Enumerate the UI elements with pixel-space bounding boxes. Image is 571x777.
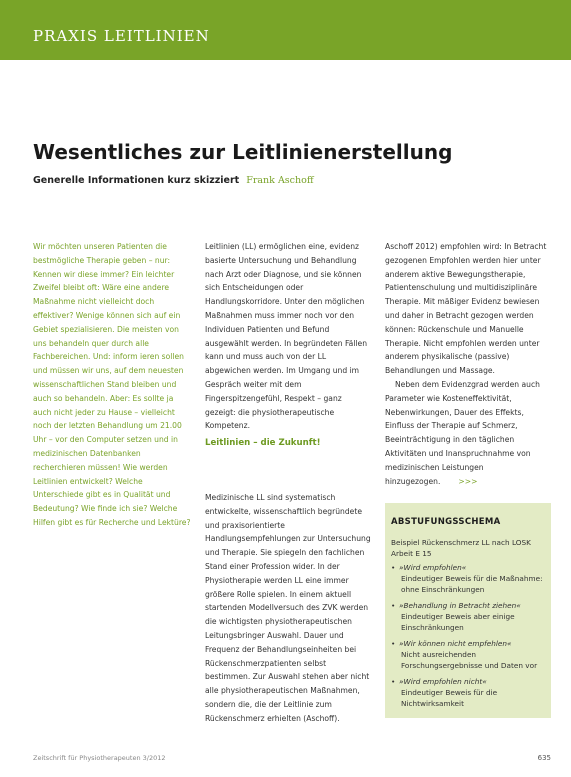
section-label: PRAXIS LEITLINIEN — [33, 27, 210, 45]
bullet-icon: • — [391, 563, 396, 572]
middle-column — [205, 240, 372, 723]
middle-text-bottom: Medizinische LL sind systematisch entwickelte, wissenschaftlich begründete und praxisorientierte Handlungsempfehlungen zur Untersuchung und Therapie. Sie spiegeln den fachlichen Stand einer Profession wider. In der Physiotherapie werden LL eine immer größere Rolle spielen. In einem aktuell startenden Modellversuch des ZVK werden die wichtigsten physiotherapeutischen Leitungsbringer Auswahl. Dauer und Frequenz der Behandlungseinheiten bei Rückenschmerzpatienten selbst bestimmen. Zur Auswahl stehen aber nicht alle physiotherapeutischen Maßnahmen, sondern die, die der Leitlinie zum Rückenschmerz erhielten (Aschoff). — [205, 493, 371, 723]
right-column — [385, 240, 551, 488]
grade-item — [391, 600, 543, 633]
grading-scheme-title: ABSTUFUNGSSCHEMA — [391, 517, 501, 527]
page-number: 635 — [537, 754, 551, 762]
intro-column — [33, 240, 193, 530]
grade-description: Eindeutiger Beweis für die Nichtwirksamkeit — [401, 688, 498, 708]
right-text-top: Aschoff 2012) empfohlen wird: In Betracht gezogenen Empfohlen werden hier unter anderem aktive Bewegungstherapie, Patientenschulung und multidisziplinäre Therapie. Mit mäßiger Evidenz bewiesen und daher in Betracht gezogen werden können: Rückenschule und Manuelle Therapie. Nicht empfohlen werden unter anderem physikalische (passive) Behandlungen und Massage. — [385, 242, 547, 376]
right-text-bottom: Neben dem Evidenzgrad werden auch Parameter wie Kosteneffektivität, Nebenwirkungen, Dauer des Effekts, Einfluss der Therapie auf Schmerz, Beeinträchtigung in den täglichen Aktivitäten und Inanspruchnahme von medizinischen Leistungen hinzugezogen. — [385, 379, 540, 486]
grade-label: »Wir können nicht empfehlen« — [399, 639, 512, 648]
article-subtitle: Generelle Informationen kurz skizziert — [33, 175, 240, 186]
middle-text-top: Leitlinien (LL) ermöglichen eine, evidenz basierte Untersuchung und Behandlung nach Arzt oder Diagnose, und sie können sich Entscheidungen oder Handlungskorridore. Unter den möglichen Maßnahmen muss immer noch vor den Individuen Patienten und Befund ausgewählt werden. In begründeten Fällen kann und muss auch von der LL abgewichen werden. Im Umgang und im Gespräch weiter mit dem Fingerspitzengefühl, Respekt – ganz gezeigt: die physiotherapeutische Kompetenz. — [205, 242, 368, 431]
bullet-icon: • — [391, 639, 396, 648]
grade-item — [391, 676, 543, 709]
intro-text: Wir möchten unseren Patienten die bestmögliche Therapie geben – nur: Kennen wir diese immer? Ein leichter Zweifel bleibt oft: Wäre eine andere Maßnahme nicht vielleicht doch effektiver? Wenige können sich auf ein Gebiet spezialisieren. Die meisten von uns behandeln quer durch alle Fachbereichen. Und: inform ieren sollen und müssen wir uns, auf dem neuesten wissenschaftlichen Stand bleiben und auch so behandeln. Aber: Es sollte ja auch nicht jeder zu Hause – vielleicht noch der letzten Behandlung um 21.00 Uhr – vor den Computer setzen und in medizinischen Datenbanken recherchieren müssen! Wie werden Leitlinien entwickelt? Welche Unterschiede gibt es in Qualität und Bedeutung? Wie finde ich sie? Welche Hilfen gibt es für Recherche und Lektüre? — [33, 242, 191, 527]
grade-label: »Wird empfohlen nicht« — [399, 677, 487, 686]
subtitle-line — [33, 175, 314, 186]
bullet-icon: • — [391, 677, 396, 686]
grade-description: Eindeutiger Beweis für die Maßnahme: ohne Einschränkungen — [401, 574, 543, 594]
grade-description: Nicht ausreichenden Forschungsergebnisse und Daten vor — [401, 650, 538, 670]
article-author: Frank Aschoff — [246, 175, 314, 186]
middle-heading: Leitlinien – die Zukunft! — [205, 438, 321, 448]
grade-description: Eindeutiger Beweis aber einige Einschränkungen — [401, 612, 515, 632]
header-band — [0, 0, 571, 60]
grade-item — [391, 562, 543, 595]
grading-scheme-box — [385, 503, 551, 718]
grading-scheme-intro: Beispiel Rückenschmerz LL nach LOSK Arbeit E 15 — [391, 538, 531, 558]
footer-journal: Zeitschrift für Physiotherapeuten 3/2012 — [33, 754, 166, 762]
continue-marker: >>> — [458, 476, 478, 486]
article-title: Wesentliches zur Leitlinienerstellung — [33, 140, 453, 164]
grading-list — [391, 562, 543, 709]
grade-label: »Wird empfohlen« — [399, 563, 467, 572]
grade-label: »Behandlung in Betracht ziehen« — [399, 601, 521, 610]
right-text-bottom-wrap — [385, 378, 551, 488]
grade-item — [391, 638, 543, 671]
bullet-icon: • — [391, 601, 396, 610]
